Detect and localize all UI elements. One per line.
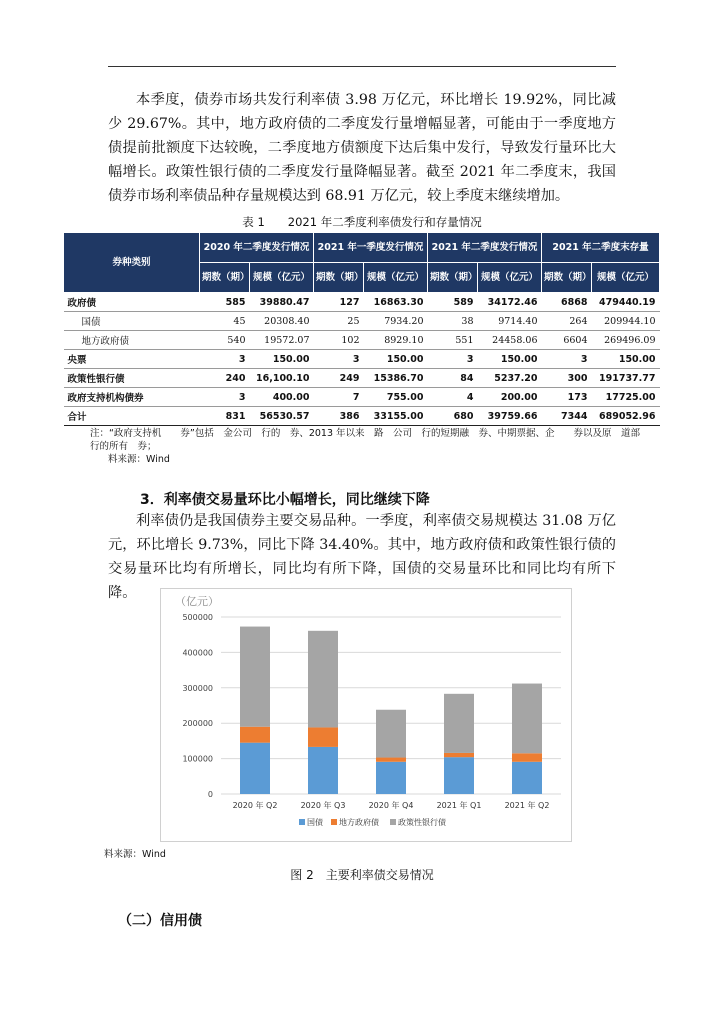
header-scale: 规模（亿元） (592, 263, 660, 293)
y-tick-label: 0 (207, 790, 213, 799)
bar-segment (444, 757, 474, 794)
chart-source: 料来源：Wind (104, 849, 166, 860)
bar-segment (376, 758, 406, 762)
legend-swatch (390, 819, 396, 825)
legend-label: 国债 (307, 818, 323, 827)
bar-segment (240, 727, 270, 743)
x-tick-label: 2020 年 Q2 (232, 801, 278, 810)
bar-segment (240, 743, 270, 794)
bar-segment (512, 753, 542, 761)
table-row: 政府债 585 39880.47 127 16863.30 589 34172.46 6868 479440.19 (64, 293, 660, 312)
bar-segment (376, 762, 406, 794)
trading-volume-chart (160, 588, 572, 842)
bar-segment (444, 753, 474, 757)
header-count: 期数（期） (428, 263, 478, 293)
table-row: 政策性银行债 240 16,100.10 249 15386.70 84 5237.20 300 191737.77 (64, 369, 660, 388)
bar-segment (512, 762, 542, 794)
y-tick-label: 200000 (182, 719, 213, 729)
table-caption: 表 1 2021 年二季度利率债发行和存量情况 (242, 215, 482, 229)
legend-swatch (299, 819, 305, 825)
subsection-heading: （二）信用债 (118, 913, 202, 929)
header-count: 期数（期） (200, 263, 250, 293)
bar-segment (308, 727, 338, 746)
header-scale: 规模（亿元） (478, 263, 542, 293)
x-tick-label: 2021 年 Q1 (436, 801, 482, 810)
legend-label: 地方政府债 (339, 818, 379, 827)
table-source: 料来源：Wind (108, 454, 170, 465)
table-row-total: 合计 831 56530.57 386 33155.00 680 39759.66 7344 689052.96 (64, 407, 660, 426)
y-unit-label: （亿元） (175, 595, 219, 608)
top-rule (108, 66, 616, 67)
bar-segment (512, 684, 542, 754)
x-tick-label: 2020 年 Q3 (300, 801, 346, 810)
header-scale: 规模（亿元） (364, 263, 428, 293)
header-group: 2021 年二季度末存量 (542, 233, 660, 263)
header-count: 期数（期） (542, 263, 592, 293)
header-group: 2021 年二季度发行情况 (428, 233, 542, 263)
table-row: 国债 45 20308.40 25 7934.20 38 9714.40 264 209944.10 (64, 312, 660, 331)
table-row: 央票 3 150.00 3 150.00 3 150.00 3 150.00 (64, 350, 660, 369)
table-note: 注：“政府支持机 券”包括 金公司 行的 券、2013 年以来 路 公司 行的短期融 券、中期票据、企 券以及原 道部 行的所有 券； (90, 428, 650, 452)
table-row: 地方政府债 540 19572.07 102 8929.10 551 24458.06 6604 269496.09 (64, 331, 660, 350)
bar-segment (308, 631, 338, 728)
y-tick-label: 300000 (182, 683, 213, 693)
bar-segment (444, 694, 474, 753)
intro-paragraph: 本季度，债券市场共发行利率债 3.98 万亿元，环比增长 19.92%，同比减少 29.67%。其中，地方政府债的二季度发行量增幅显著，可能由于一季度地方债提前批额度下达较晚，二季度地方债额度下达后集中发行，导致发行量环比大幅增长。政策性银行债的二季度发行量降幅显著。截至 2021 年二季度末，我国债券市场利率债品种存量规模达到 68.91 万亿元，较上季度末继续增加。 (108, 92, 616, 204)
rate-bond-table (63, 232, 660, 426)
header-group: 2020 年二季度发行情况 (200, 233, 314, 263)
header-group: 2021 年一季度发行情况 (314, 233, 428, 263)
bar-segment (308, 747, 338, 794)
section-heading: 3．利率债交易量环比小幅增长，同比继续下降 (140, 492, 430, 508)
x-tick-label: 2021 年 Q2 (504, 801, 550, 810)
bar-segment (240, 627, 270, 727)
bar-segment (376, 710, 406, 758)
y-tick-label: 100000 (182, 754, 213, 764)
x-tick-label: 2020 年 Q4 (368, 801, 414, 810)
chart-svg (161, 589, 571, 841)
trading-paragraph: 利率债仍是我国债券主要交易品种。一季度，利率债交易规模达 31.08 万亿元，环比增长 9.73%，同比下降 34.40%。其中，地方政府债和政策性银行债的交易量环比均有所增长，同比均有所下降，国债的交易量环比和同比均有所下降。 (108, 513, 616, 601)
table-row: 政府支持机构债券 3 400.00 7 755.00 4 200.00 173 17725.00 (64, 388, 660, 407)
legend-swatch (331, 819, 337, 825)
figure-caption: 图 2 主要利率债交易情况 (290, 868, 434, 882)
header-scale: 规模（亿元） (250, 263, 314, 293)
header-category: 券种类别 (64, 233, 200, 293)
header-count: 期数（期） (314, 263, 364, 293)
y-tick-label: 500000 (182, 613, 213, 622)
y-tick-label: 400000 (182, 648, 213, 658)
legend-label: 政策性银行债 (398, 818, 446, 827)
